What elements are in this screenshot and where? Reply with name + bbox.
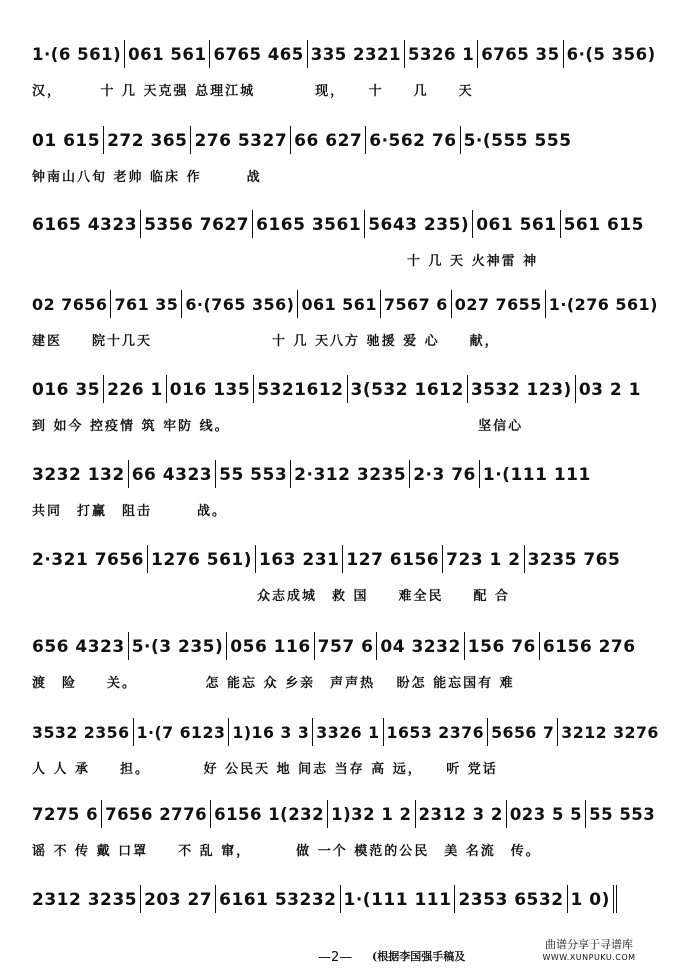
notation-row [32,210,657,238]
measure: 016 35 [32,380,101,400]
measure: 1276 561) [147,545,255,573]
notation-row [32,800,657,828]
lyric-row: 众志成城 救 国 难全民 配 合 [32,589,511,604]
measure: 2312 3235 [32,890,138,910]
page-number: —2— [318,950,353,965]
measure: 056 116 [226,632,313,660]
measure: 5356 7627 [140,210,252,238]
watermark-url: WWW.XUNPUKU.COM [542,953,636,962]
measure: 6161 53232 [215,885,339,913]
notation-row [32,885,657,913]
measure: 04 3232 [376,632,463,660]
measure: 5321612 [253,375,346,403]
measure: 7567 6 [380,290,451,318]
measure: 7275 6 [32,805,99,824]
measure: 061 561 [124,40,209,68]
measure: 2·3 76 [409,460,479,488]
measure: 1·(6 561) [32,45,122,64]
measure: 5656 7 [487,718,557,746]
lyric-row: 汉， 十 几 天克强 总理江城 现， 十 几 天 [32,84,474,99]
measure: 02 7656 [32,295,108,314]
measure: 1)32 1 2 [327,800,414,828]
measure: 55 553 [215,460,290,488]
notation-row [32,375,657,403]
lyric-row: 建医 院十几天 十 几 天八方 驰援 爱 心 献， [32,334,500,349]
measure: 6165 4323 [32,215,138,235]
lyric-row: 共同 打赢 阻击 战。 [32,504,228,519]
measure: 723 1 2 [442,545,523,573]
measure: 156 76 [464,632,539,660]
measure: 66 627 [290,126,365,154]
measure: 3532 123) [467,375,575,403]
measure: 1·(276 561) [545,290,661,318]
measure: 272 365 [103,126,190,154]
measure: 027 7655 [451,290,545,318]
measure: 1 0) [567,885,617,913]
measure: 757 6 [314,632,377,660]
measure: 66 4323 [128,460,215,488]
lyric-row: 十 几 天 火神雷 神 [32,254,539,269]
measure: 6156 276 [539,632,639,660]
measure: 023 5 5 [506,800,585,828]
measure: 561 615 [560,210,647,238]
lyric-row: 渡 险 关。 怎 能忘 众 乡亲 声声热 盼怎 能忘国有 难 [32,676,515,691]
lyric-row: 到 如今 控疫情 筑 牢防 线。 坚信心 [32,419,524,434]
measure: 1·(111 111 [479,460,594,488]
measure: 7656 2776 [101,800,210,828]
notation-row [32,126,657,154]
notation-row [32,718,657,746]
source-note: (根据李国强手稿及 [372,950,466,963]
lyric-row: 谣 不 传 戴 口罩 不 乱 窜， 做 一个 模范的公民 美 名流 传。 [32,844,541,859]
measure: 3(532 1612 [347,375,467,403]
notation-row [32,290,657,318]
measure: 2·312 3235 [290,460,409,488]
measure: 5·(555 555 [460,126,575,154]
measure: 5326 1 [404,40,477,68]
measure: 1653 2376 [383,718,488,746]
measure: 276 5327 [190,126,290,154]
measure: 1)16 3 3 [228,718,312,746]
measure: 3532 2356 [32,723,130,742]
measure: 6165 3561 [252,210,364,238]
measure: 061 561 [297,290,379,318]
lyric-row: 人 人 承 担。 好 公民天 地 间志 当存 高 远， 听 党话 [32,762,498,777]
measure: 203 27 [140,885,215,913]
measure: 01 615 [32,131,101,151]
measure: 061 561 [472,210,559,238]
measure: 3212 3276 [557,718,662,746]
measure: 6·(5 356) [563,40,659,68]
measure: 2·321 7656 [32,550,145,570]
measure: 55 553 [585,800,658,828]
measure: 6765 465 [209,40,306,68]
page-footer [0,938,687,968]
measure: 6765 35 [477,40,562,68]
watermark-title: 曲谱分享于寻谱库 [545,938,633,951]
notation-row [32,40,657,68]
measure: 656 4323 [32,637,125,657]
measure: 6156 1(232 [210,800,327,828]
measure: 016 135 [166,375,253,403]
measure: 6·(765 356) [181,290,297,318]
lyric-row: 钟南山八旬 老帅 临床 作 战 [32,170,262,185]
measure: 127 6156 [342,545,442,573]
measure: 226 1 [103,375,166,403]
measure: 335 2321 [307,40,404,68]
measure: 761 35 [110,290,181,318]
notation-row [32,632,657,660]
measure: 3326 1 [312,718,382,746]
measure: 03 2 1 [575,375,644,403]
measure: 163 231 [255,545,342,573]
measure: 5643 235) [364,210,472,238]
measure: 6·562 76 [365,126,459,154]
notation-row [32,545,657,573]
watermark [514,938,664,966]
measure: 3235 765 [524,545,624,573]
measure: 3232 132 [32,465,125,485]
measure: 1·(7 6123 [133,718,229,746]
measure: 2312 3 2 [415,800,506,828]
measure: 2353 6532 [454,885,566,913]
measure: 5·(3 235) [128,632,227,660]
measure: 1·(111 111 [340,885,455,913]
notation-row [32,460,657,488]
